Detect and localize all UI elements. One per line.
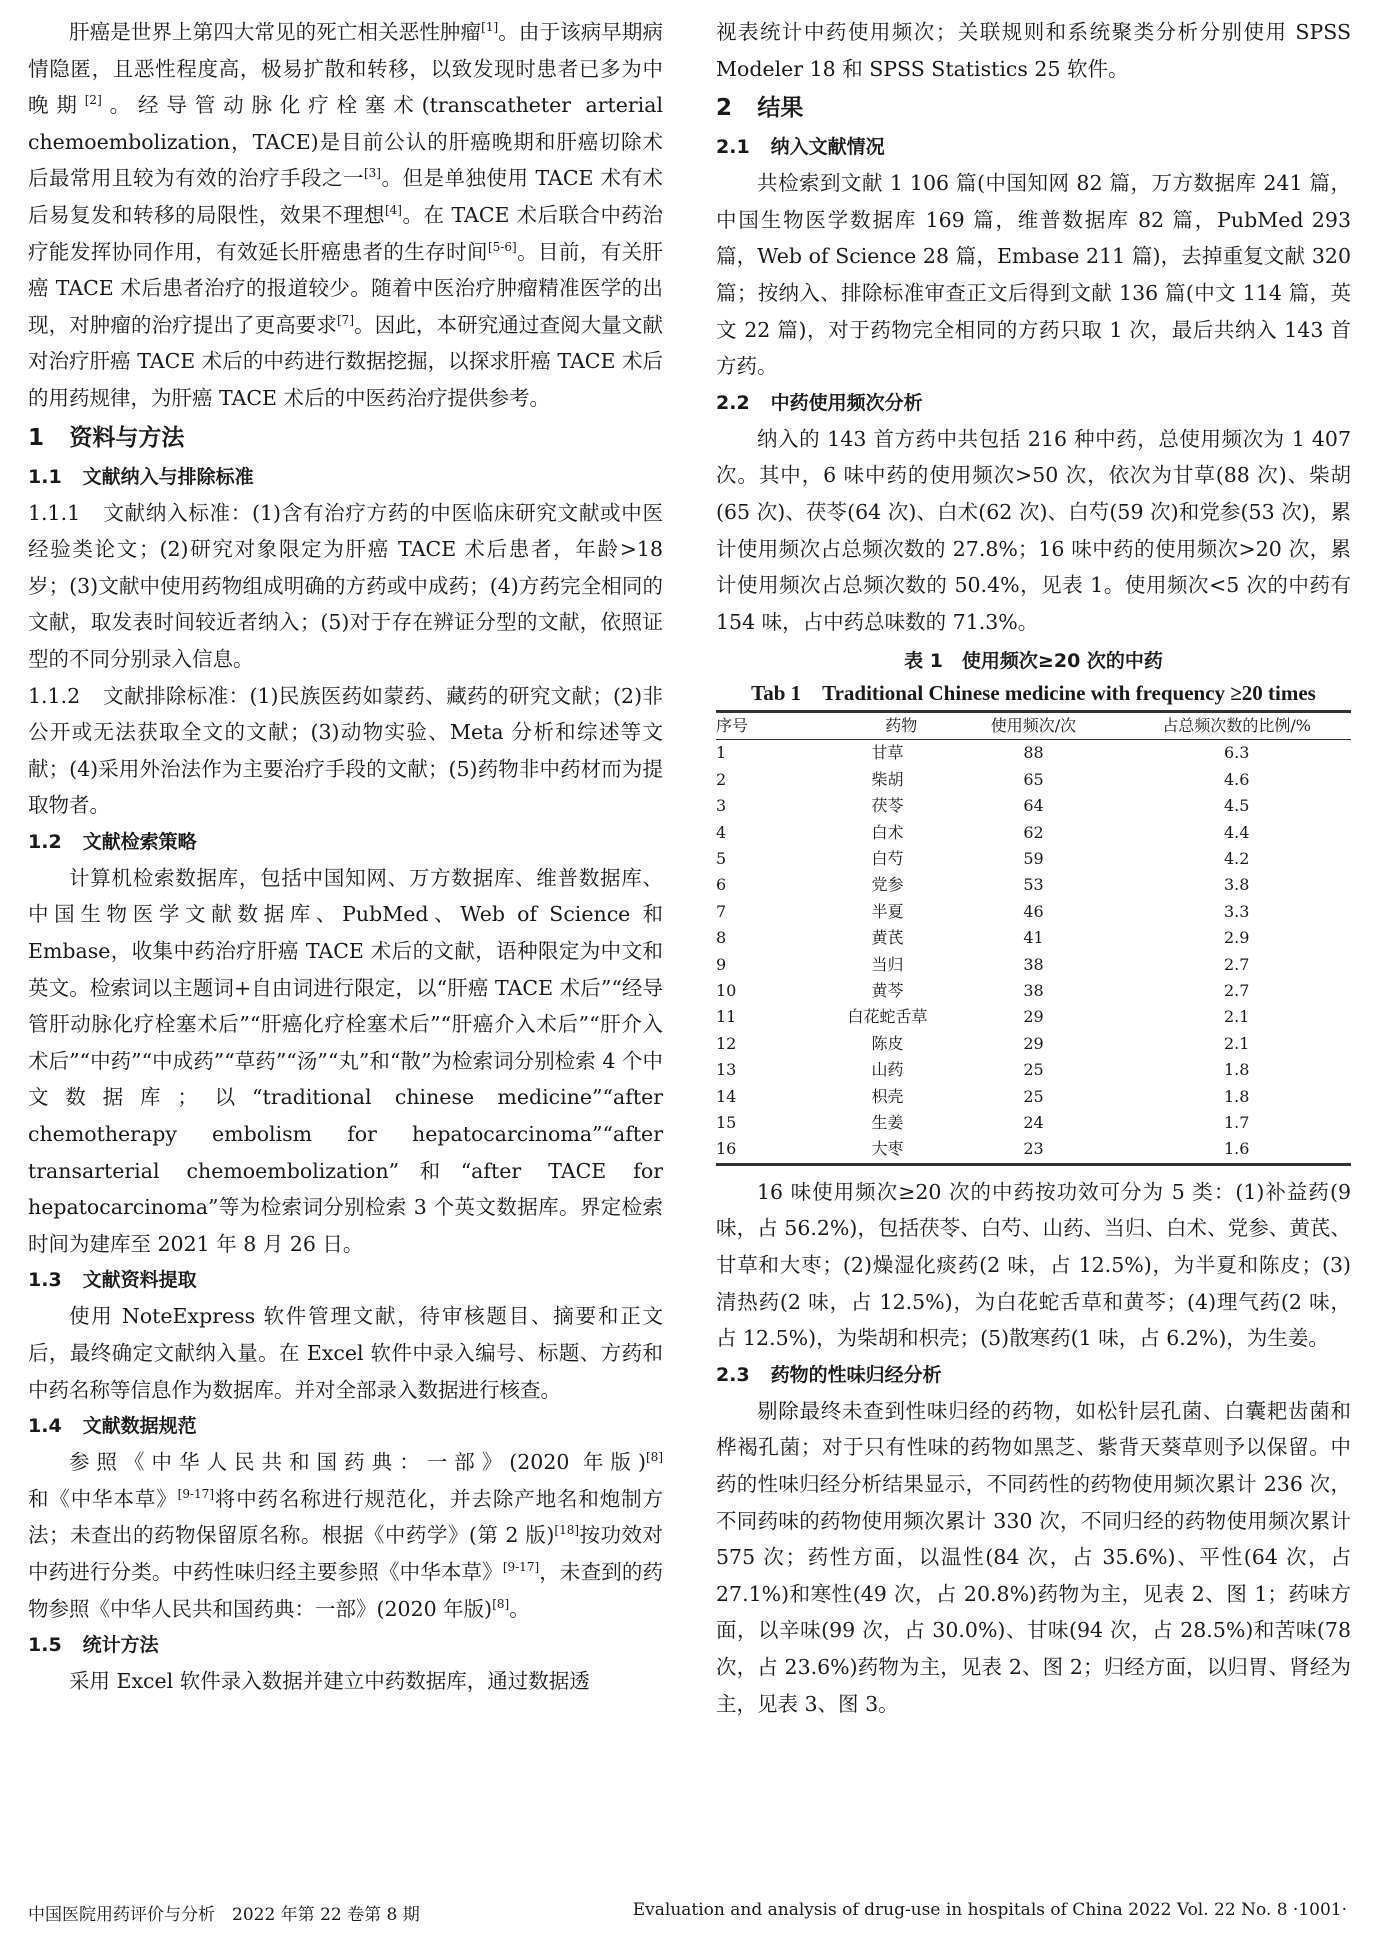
column-header: 序号: [716, 712, 830, 740]
percentage: 2.9: [1223, 928, 1250, 948]
paragraph-text: 文献排除标准：(1)民族医药如蒙药、藏药的研究文献；(2)非公开或无法获取全文的文献；(3)动物实验、Meta 分析和综述等文献；(4)采用外治法作为主要治疗手段的文献；(5)药物非中药材而为提取物者。: [28, 683, 663, 818]
drug-name: 白芍: [871, 848, 904, 868]
drug-name: 白术: [871, 822, 904, 842]
percentage: 1.6: [1223, 1139, 1250, 1159]
percentage: 1.7: [1223, 1113, 1250, 1132]
drug-name: 半夏: [871, 901, 904, 921]
subsection-title: 文献检索策略: [82, 830, 197, 853]
subsection-title: 文献纳入与排除标准: [82, 465, 254, 488]
paragraph-text: 按功效对中药进行分类。中药性味归经主要参照《中华本草》: [28, 1523, 664, 1584]
journal-name-cn: 中国医院用药评价与分析 2022 年第 22 卷第 8 期: [28, 1905, 420, 1925]
subsection-number: 1.1: [28, 465, 62, 488]
column-header: 占总频次数的比例/%: [1122, 712, 1351, 740]
table-row: [716, 1004, 1351, 1030]
table-row: [716, 846, 1351, 872]
row-index: 14: [716, 1086, 737, 1106]
clause-number: 1.1.1: [28, 500, 81, 525]
frequency: 53: [1023, 875, 1044, 895]
row-index: 16: [716, 1139, 737, 1159]
subsection-number: 1.5: [28, 1634, 62, 1657]
drug-name: 甘草: [871, 743, 904, 763]
drug-name: 生姜: [871, 1113, 904, 1132]
column-header: 药物: [830, 712, 944, 740]
table-1: [716, 710, 1351, 1166]
intro-text: 。由于该病早期病情隐匿，且恶性程度高，极易扩散和转移，以致发现时患者已多为中晚期: [28, 20, 664, 118]
table-row: [716, 978, 1351, 1004]
paragraph-1-5-continued: 视表统计中药使用频次；关联规则和系统聚类分析分别使用 SPSS Modeler 18 和 SPSS Statistics 25 软件。: [716, 20, 1351, 81]
row-index: 12: [716, 1033, 737, 1053]
paragraph-2-1: 共检索到文献 1 106 篇(中国知网 82 篇，万方数据库 241 篇，中国生物医学数据库 169 篇，维普数据库 82 篇，PubMed 293 篇，Web of Science 28 篇，Embase 211 篇)，去掉重复文献 320 篇；按纳入、排除标准审查正文后得到文献 136 篇(中文 114 篇，英文 22 篇)，对于药物完全相同的方药只取 1 次，最后共纳入 143 首方药。: [716, 171, 1351, 379]
intro-text: 。目前，有关肝癌 TACE 术后患者治疗的报道较少。随着中医治疗肿瘤精准医学的出现，对肿瘤的治疗提出了更高要求: [28, 239, 664, 337]
frequency: 23: [1023, 1139, 1044, 1159]
frequency: 25: [1023, 1086, 1044, 1106]
table-row: [716, 1031, 1351, 1057]
section-heading-1: [28, 417, 663, 459]
table-row: [716, 952, 1351, 978]
row-index: 8: [716, 928, 727, 948]
percentage: 2.1: [1223, 1033, 1250, 1053]
journal-name-en-page-number: Evaluation and analysis of drug-use in hospitals of China 2022 Vol. 22 No. 8 ·1001·: [632, 1900, 1347, 1920]
table-row: [716, 820, 1351, 846]
frequency: 64: [1023, 796, 1044, 816]
paragraph-text: 参照《中华人民共和国药典：一部》(2020 年版): [69, 1450, 646, 1475]
paragraph-text: 。: [509, 1596, 530, 1621]
subsection-number: 1.2: [28, 830, 62, 853]
row-index: 5: [716, 848, 727, 868]
percentage: 6.3: [1223, 743, 1250, 763]
subsection-number: 1.3: [28, 1269, 62, 1292]
subsection-title: 中药使用频次分析: [770, 391, 923, 414]
citation[interactable]: [3]: [363, 166, 381, 181]
table-header-row: [716, 712, 1351, 740]
row-index: 11: [716, 1007, 737, 1027]
subsection-heading-1-3: [28, 1262, 663, 1298]
paragraph-text: ，未查到的药物参照《中华人民共和国药典：一部》(2020 年版): [28, 1559, 664, 1621]
row-index: 10: [716, 980, 737, 1000]
percentage: 1.8: [1223, 1060, 1250, 1080]
paragraph-1-1-1: [28, 495, 663, 678]
frequency: 65: [1023, 769, 1044, 789]
intro-paragraph: [28, 14, 663, 417]
intro-text: 。经导管动脉化疗栓塞术(transcatheter arterial chemoembolization，TACE)是目前公认的肝癌晚期和肝癌切除术后最常用且较为有效的治疗手段之一: [28, 93, 664, 191]
subsection-heading-1-4: [28, 1408, 663, 1444]
intro-text: 。在 TACE 术后联合中药治疗能发挥协同作用，有效延长肝癌患者的生存时间: [28, 202, 664, 264]
row-index: 7: [716, 901, 727, 921]
row-index: 3: [716, 796, 727, 816]
section-heading-2: [716, 87, 1351, 129]
citation[interactable]: [8]: [492, 1596, 510, 1611]
row-index: 13: [716, 1060, 737, 1080]
paragraph-2-2: 纳入的 143 首方药中共包括 216 种中药，总使用频次为 1 407 次。其中，6 味中药的使用频次>50 次，依次为甘草(88 次)、柴胡(65 次)、茯苓(64 次)、白术(62 次)、白芍(59 次)和党参(53 次)，累计使用频次占总频次数的 27.8%；16 味中药的使用频次>20 次，累计使用频次占总频次数的 50.4%，见表 1。使用频次<5 次的中药有 154 味，占中药总味数的 71.3%。: [716, 426, 1351, 634]
paragraph-text: 文献纳入标准：(1)含有治疗方药的中医临床研究文献或中医经验类论文；(2)研究对象限定为肝癌 TACE 术后患者，年龄>18 岁；(3)文献中使用药物组成明确的方药或中成药；(4)方药完全相同的文献，取发表时间较近者纳入；(5)对于存在辨证分型的文献，依照证型的不同分别录入信息。: [28, 500, 663, 671]
frequency: 29: [1023, 1033, 1044, 1053]
table-row: [716, 1136, 1351, 1164]
table-row: [716, 740, 1351, 767]
percentage: 4.6: [1223, 769, 1250, 789]
table-body: [716, 740, 1351, 1165]
citation[interactable]: [2]: [84, 93, 102, 108]
row-index: 6: [716, 875, 727, 895]
citation[interactable]: [7]: [337, 312, 354, 327]
subsection-title: 统计方法: [82, 1634, 159, 1657]
frequency: 62: [1023, 822, 1044, 842]
drug-name: 当归: [871, 954, 904, 974]
frequency: 59: [1023, 848, 1044, 868]
paragraph-1-1-2: [28, 678, 663, 824]
column-header: 使用频次/次: [945, 712, 1123, 740]
percentage: 4.4: [1223, 822, 1250, 842]
subsection-heading-2-3: [716, 1357, 1351, 1393]
percentage: 2.7: [1223, 980, 1250, 1000]
table-1-caption-cn: 表 1 使用频次≥20 次的中药: [904, 650, 1163, 673]
drug-name: 黄芩: [871, 980, 904, 1000]
citation[interactable]: [4]: [384, 203, 402, 218]
paragraph-text: 将中药名称进行规范化，并去除产地名和炮制方法；未查出的药物保留原名称。根据《中药学》(第 2 版): [28, 1486, 664, 1548]
table-row: [716, 767, 1351, 793]
citation[interactable]: [9-17]: [502, 1560, 540, 1575]
percentage: 2.1: [1223, 1007, 1250, 1027]
subsection-heading-2-1: [716, 129, 1351, 165]
row-index: 9: [716, 954, 727, 974]
drug-name: 白花蛇舌草: [847, 1007, 928, 1027]
percentage: 2.7: [1223, 954, 1250, 974]
paragraph-2-3: 剔除最终未查到性味归经的药物，如松针层孔菌、白囊耙齿菌和桦褐孔菌；对于只有性味的药物如黑芝、紫背天葵草则予以保留。中药的性味归经分析结果显示，不同药性的药物使用频次累计 236 次，不同药味的药物使用频次累计 330 次，不同归经的药物使用频次累计 575 次；药性方面，以温性(84 次，占 35.6%)、平性(64 次，占 27.1%)和寒性(49 次，占 20.8%)药物为主，见表 2、图 1；药味方面，以辛味(99 次，占 30.0%)、甘味(94 次，占 28.5%)和苦味(78 次，占 23.6%)药物为主，见表 2、图 2；归经方面，以归胃、肾经为主，见表 3、图 3。: [716, 1398, 1351, 1716]
drug-name: 党参: [871, 875, 904, 895]
section-number: 2: [716, 95, 733, 122]
intro-text: 肝癌是世界上第四大常见的死亡相关恶性肿瘤: [69, 20, 482, 44]
section-title: 资料与方法: [69, 424, 185, 451]
paragraph-1-2: 计算机检索数据库，包括中国知网、万方数据库、维普数据库、中国生物医学文献数据库、PubMed、Web of Science 和 Embase，收集中药治疗肝癌 TACE 术后的文献，语种限定为中文和英文。检索词以主题词+自由词进行限定，以“肝癌 TACE 术后”“经导管肝动脉化疗栓塞术后”“肝癌化疗栓塞术后”“肝癌介入术后”“肝介入术后”“中药”“中成药”“草药”“汤”“丸”和“散”为检索词分别检索 4 个中文数据库；以“traditional chinese medicine”“after chemotherapy embolism for hepatocarcinoma”“after transarterial chemoembolization”和“after TACE for hepatocarcinoma”等为检索词分别检索 3 个英文数据库。界定检索时间为建库至 2021 年 8 月 26 日。: [28, 865, 663, 1256]
subsection-title: 药物的性味归经分析: [770, 1363, 942, 1386]
table-row: [716, 872, 1351, 898]
clause-number: 1.1.2: [28, 683, 81, 708]
citation[interactable]: [18]: [554, 1523, 580, 1538]
row-index: 15: [716, 1113, 737, 1132]
right-column: [716, 14, 1351, 1722]
frequency: 24: [1023, 1113, 1044, 1132]
paragraph-1-3: 使用 NoteExpress 软件管理文献，待审核题目、摘要和正文后，最终确定文献纳入量。在 Excel 软件中录入编号、标题、方药和中药名称等信息作为数据库。并对全部录入数据进行核查。: [28, 1304, 663, 1402]
row-index: 4: [716, 822, 727, 842]
subsection-heading-1-5: [28, 1627, 663, 1663]
subsection-number: 2.1: [716, 136, 750, 159]
subsection-number: 1.4: [28, 1415, 62, 1438]
citation[interactable]: [5-6]: [487, 239, 517, 254]
intro-text: 。但是单独使用 TACE 术有术后易复发和转移的局限性，效果不理想: [28, 166, 664, 227]
frequency: 38: [1023, 954, 1044, 974]
paragraph-1-4: [28, 1444, 663, 1627]
subsection-number: 2.3: [716, 1363, 750, 1386]
row-index: 1: [716, 743, 727, 763]
table-row: [716, 1084, 1351, 1110]
percentage: 3.3: [1223, 901, 1250, 921]
table-1-caption-en: Tab 1 Traditional Chinese medicine with frequency ≥20 times: [751, 681, 1316, 706]
paragraph-2-2-after-table: 16 味使用频次≥20 次的中药按功效可分为 5 类：(1)补益药(9 味，占 56.2%)，包括茯苓、白芍、山药、当归、白术、党参、黄芪、甘草和大枣；(2)燥湿化痰药(2 味，占 12.5%)，为半夏和陈皮；(3)清热药(2 味，占 12.5%)，为白花蛇舌草和黄芩；(4)理气药(2 味，占 12.5%)，为柴胡和枳壳；(5)散寒药(1 味，占 6.2%)，为生姜。: [716, 1179, 1351, 1351]
section-number: 1: [28, 424, 45, 451]
citation[interactable]: [9-17]: [177, 1486, 214, 1501]
drug-name: 枳壳: [871, 1086, 904, 1106]
percentage: 1.8: [1223, 1086, 1250, 1106]
subsection-number: 2.2: [716, 391, 750, 414]
frequency: 41: [1023, 928, 1044, 948]
subsection-title: 纳入文献情况: [770, 136, 885, 159]
frequency: 25: [1023, 1060, 1044, 1080]
drug-name: 大枣: [871, 1139, 904, 1159]
percentage: 4.2: [1223, 848, 1250, 868]
subsection-heading-1-2: [28, 824, 663, 860]
citation[interactable]: [8]: [646, 1450, 663, 1465]
page-footer: [28, 1900, 1347, 1924]
intro-text: 。因此，本研究通过查阅大量文献对治疗肝癌 TACE 术后的中药进行数据挖掘，以探求肝癌 TACE 术后的用药规律，为肝癌 TACE 术后的中医药治疗提供参考。: [28, 312, 663, 410]
subsection-title: 文献数据规范: [82, 1415, 197, 1438]
drug-name: 山药: [871, 1060, 904, 1080]
frequency: 46: [1023, 901, 1044, 921]
drug-name: 黄芪: [871, 928, 904, 948]
table-row: [716, 925, 1351, 951]
percentage: 3.8: [1223, 875, 1250, 895]
drug-name: 柴胡: [871, 769, 904, 789]
frequency: 29: [1023, 1007, 1044, 1027]
table-row: [716, 793, 1351, 819]
subsection-heading-2-2: [716, 385, 1351, 421]
table-row: [716, 899, 1351, 925]
table-row: [716, 1057, 1351, 1083]
paragraph-1-5: 采用 Excel 软件录入数据并建立中药数据库，通过数据透: [69, 1669, 590, 1694]
subsection-title: 文献资料提取: [82, 1269, 197, 1292]
subsection-heading-1-1: [28, 459, 663, 495]
left-column: [28, 14, 663, 1700]
percentage: 4.5: [1223, 796, 1250, 816]
drug-name: 陈皮: [871, 1033, 904, 1053]
paragraph-text: 和《中华本草》: [28, 1486, 178, 1511]
table-row: [716, 1110, 1351, 1136]
drug-name: 茯苓: [871, 796, 904, 816]
citation[interactable]: [1]: [481, 20, 499, 35]
frequency: 88: [1023, 743, 1044, 763]
row-index: 2: [716, 769, 727, 789]
section-title: 结果: [757, 95, 804, 122]
frequency: 38: [1023, 980, 1044, 1000]
